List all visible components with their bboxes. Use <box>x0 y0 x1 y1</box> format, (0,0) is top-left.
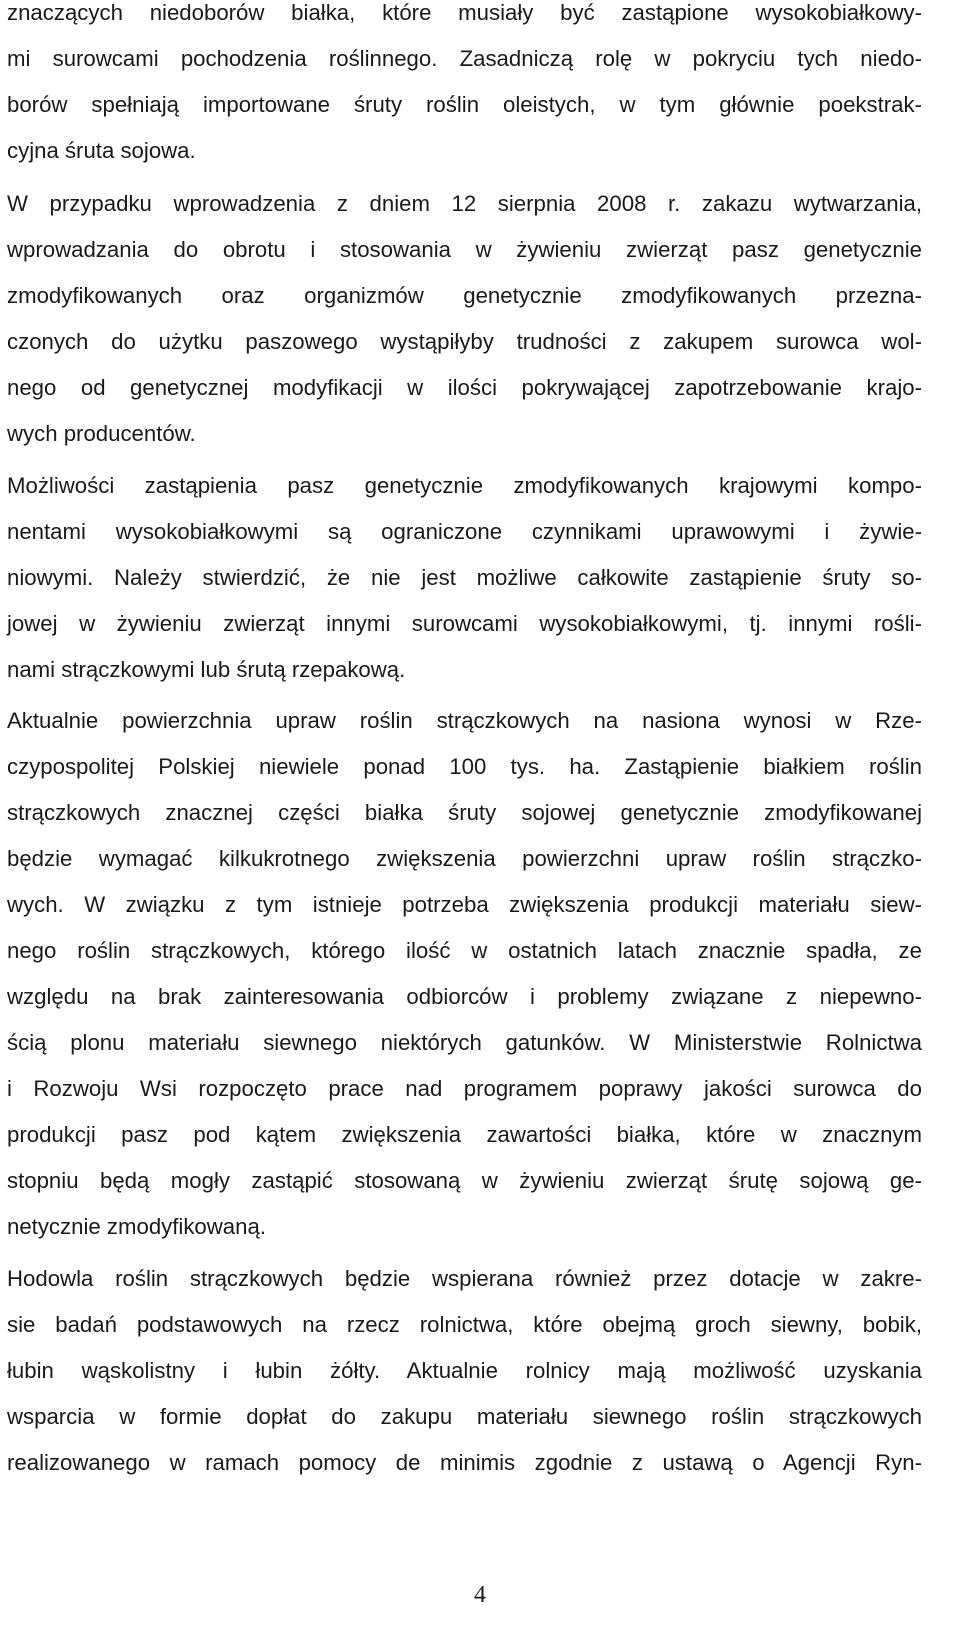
text-line: wych. W związku z tym istnieje potrzeba zwiększenia produkcji materiału siew- <box>7 892 922 917</box>
text-line: i Rozwoju Wsi rozpoczęto prace nad programem poprawy jakości surowca do <box>7 1076 922 1101</box>
text-line: wych producentów. <box>7 421 196 446</box>
text-line: cyjna śruta sojowa. <box>7 138 196 163</box>
paragraph-2 <box>7 181 922 457</box>
text-line: sie badań podstawowych na rzecz rolnictwa, które obejmą groch siewny, bobik, <box>7 1312 922 1337</box>
text-line: W przypadku wprowadzenia z dniem 12 sierpnia 2008 r. zakazu wytwarzania, <box>7 191 922 216</box>
text-line: względu na brak zainteresowania odbiorców i problemy związane z niepewno- <box>7 984 922 1009</box>
text-line: borów spełniają importowane śruty roślin oleistych, w tym głównie poekstrak- <box>7 92 922 117</box>
text-line: łubin wąskolistny i łubin żółty. Aktualnie rolnicy mają możliwość uzyskania <box>7 1358 922 1383</box>
text-line: niowymi. Należy stwierdzić, że nie jest możliwe całkowite zastąpienie śruty so- <box>7 565 922 590</box>
text-line: czonych do użytku paszowego wystąpiłyby trudności z zakupem surowca wol- <box>7 329 922 354</box>
text-line: czypospolitej Polskiej niewiele ponad 100 tys. ha. Zastąpienie białkiem roślin <box>7 754 922 779</box>
text-line: nego od genetycznej modyfikacji w ilości pokrywającej zapotrzebowanie krajo- <box>7 375 922 400</box>
text-line: znaczących niedoborów białka, które musiały być zastąpione wysokobiałkowy- <box>7 0 922 25</box>
text-line: Możliwości zastąpienia pasz genetycznie zmodyfikowanych krajowymi kompo- <box>7 473 922 498</box>
text-line: będzie wymagać kilkukrotnego zwiększenia powierzchni upraw roślin strączko- <box>7 846 922 871</box>
paragraph-5 <box>7 1256 922 1486</box>
text-line: stopniu będą mogły zastąpić stosowaną w żywieniu zwierząt śrutę sojową ge- <box>7 1168 922 1193</box>
text-line: Hodowla roślin strączkowych będzie wspierana również przez dotacje w zakre- <box>7 1266 922 1291</box>
page-number: 4 <box>474 1582 486 1608</box>
text-line: realizowanego w ramach pomocy de minimis zgodnie z ustawą o Agencji Ryn- <box>7 1450 922 1475</box>
text-line: produkcji pasz pod kątem zwiększenia zawartości białka, które w znacznym <box>7 1122 922 1147</box>
paragraph-3 <box>7 463 922 693</box>
text-line: nami strączkowymi lub śrutą rzepakową. <box>7 657 406 682</box>
text-line: Aktualnie powierzchnia upraw roślin strączkowych na nasiona wynosi w Rze- <box>7 708 922 733</box>
text-line: nentami wysokobiałkowymi są ograniczone czynnikami uprawowymi i żywie- <box>7 519 922 544</box>
text-line: wprowadzania do obrotu i stosowania w żywieniu zwierząt pasz genetycznie <box>7 237 922 262</box>
text-line: netycznie zmodyfikowaną. <box>7 1214 266 1239</box>
text-line: ścią plonu materiału siewnego niektórych gatunków. W Ministerstwie Rolnictwa <box>7 1030 922 1055</box>
text-line: zmodyfikowanych oraz organizmów genetycznie zmodyfikowanych przezna- <box>7 283 922 308</box>
text-line: mi surowcami pochodzenia roślinnego. Zasadniczą rolę w pokryciu tych niedo- <box>7 46 922 71</box>
text-line: wsparcia w formie dopłat do zakupu materiału siewnego roślin strączkowych <box>7 1404 922 1429</box>
paragraph-4 <box>7 698 922 1250</box>
text-line: strączkowych znacznej części białka śruty sojowej genetycznie zmodyfikowanej <box>7 800 922 825</box>
text-line: nego roślin strączkowych, którego ilość w ostatnich latach znacznie spadła, ze <box>7 938 922 963</box>
text-line: jowej w żywieniu zwierząt innymi surowcami wysokobiałkowymi, tj. innymi rośli- <box>7 611 922 636</box>
paragraph-1 <box>7 0 922 174</box>
